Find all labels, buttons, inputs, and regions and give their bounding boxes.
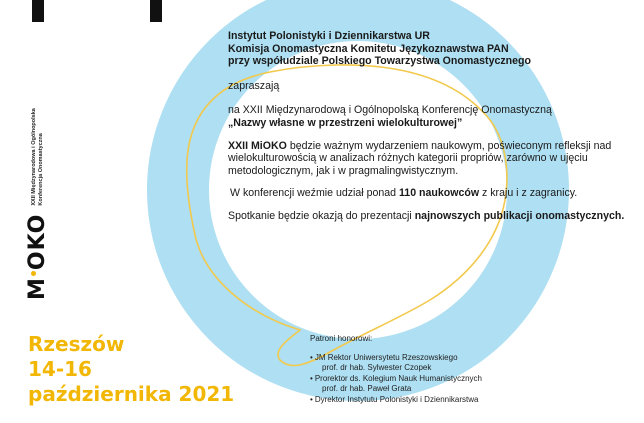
invite-word: zapraszają [228, 79, 280, 92]
conference-line: na XXII Międzynarodową i Ogólnopolską Konferencję Onomastyczną [228, 104, 552, 117]
event-city: Rzeszów [28, 332, 125, 356]
patron-item: • JM Rektor Uniwersytetu Rzeszowskiego prof. dr hab. Sylwester Czopek [310, 353, 640, 374]
org-line-3: przy współudziale Polskiego Towarzystwa Onomastycznego [228, 55, 531, 68]
invitation-text [228, 30, 628, 223]
event-place-date [28, 332, 234, 407]
honorary-patrons [310, 334, 640, 406]
paragraph-participants: W konferencji weźmie udział ponad 110 naukowców z kraju i z zagranicy. [230, 187, 578, 200]
org-line-1: Instytut Polonistyki i Dziennikarstwa UR [228, 30, 430, 42]
patron-item: • Dyrektor Instytutu Polonistyki i Dziennikarstwa [310, 395, 640, 406]
side-conference-name: XXII Międzynarodowa i Ogólnopolska Konferencja Onomastyczna [30, 108, 44, 206]
paragraph-publications: Spotkanie będzie okazją do prezentacji najnowszych publikacji onomastycznych. [228, 209, 625, 222]
conference-title: „Nazwy własne w przestrzeni wielokulturowej” [228, 116, 463, 129]
side-logo-block [8, 108, 50, 300]
event-acronym: XXII MiOKO [228, 139, 287, 152]
logo-dot [31, 271, 36, 276]
paragraph-event: XXII MiOKO będzie ważnym wydarzeniem naukowym, poświeconym refleksji nad wielokulturowością w analizach różnych kategorii propriów, zarówno w ujęciu metodologicznym, jak i w pragmalingwistycznym. [228, 139, 612, 177]
org-line-2: Komisja Onomastyczna Komitetu Językoznawstwa PAN [228, 42, 509, 55]
patrons-title: Patroni honorowi: [310, 334, 373, 343]
event-days: 14-16 [28, 357, 92, 381]
mioko-logo: M OKO [25, 213, 50, 300]
event-month-year: października 2021 [28, 382, 235, 406]
patron-item: • Prorektor ds. Kolegium Nauk Humanistycznych prof. dr hab. Paweł Grata [310, 374, 640, 395]
